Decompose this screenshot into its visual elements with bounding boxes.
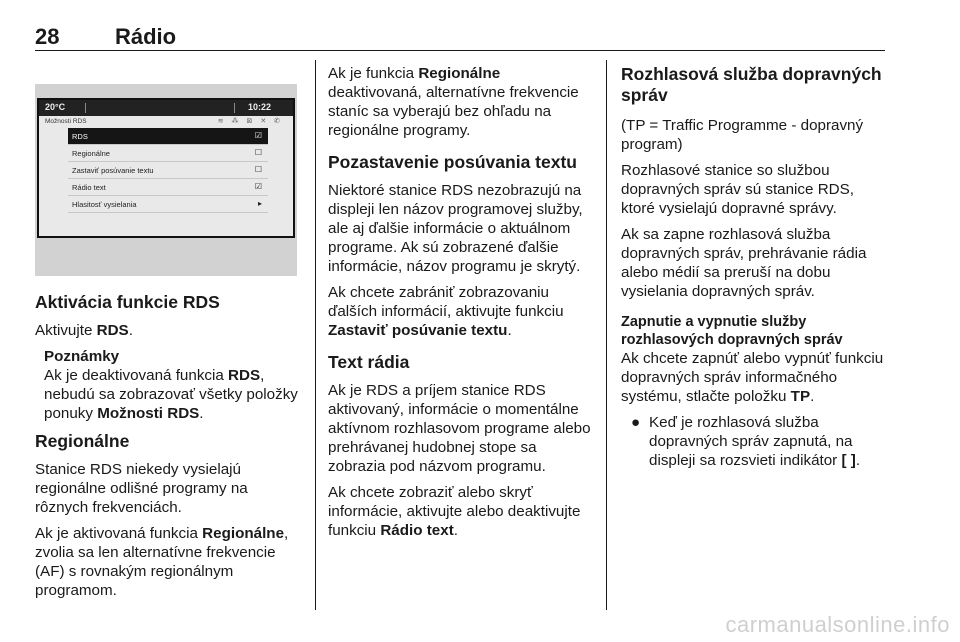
paragraph: Ak chcete zobraziť alebo skryť informácie, aktivujte alebo deaktivujte funkciu Rádio text. [328, 484, 581, 539]
paragraph: (TP = Traffic Programme - dopravný program) [621, 117, 864, 153]
screen-menu-title: Možnosti RDS [45, 118, 87, 125]
bullet-item: ● Keď je rozhlasová služba dopravných správ zapnutá, na displeji sa rozsvieti indikátor [ ]. [631, 414, 861, 469]
menu-item-rds[interactable]: RDS ☑ [68, 128, 268, 145]
infotainment-screen [37, 98, 295, 238]
checkbox-checked-icon[interactable]: ☑ [254, 182, 262, 191]
checkbox-unchecked-icon[interactable]: ☐ [254, 148, 262, 157]
watermark: carmanualsonline.info [725, 612, 950, 637]
screen-figure [35, 84, 297, 276]
screen-time: 10:22 [247, 102, 271, 112]
note-box [35, 347, 303, 423]
paragraph: Ak chcete zabrániť zobrazovaniu ďalších informácií, aktivujte funkciu Zastaviť posúvanie textu. [328, 284, 564, 339]
paragraph: Rozhlasové stanice so službou dopravných správ sú stanice RDS, ktoré vysielajú dopravné správy. [621, 162, 854, 217]
checkbox-checked-icon[interactable]: ☑ [254, 131, 262, 140]
column-divider-1 [315, 60, 316, 610]
chapter-title: Rádio [115, 24, 177, 49]
paragraph: Ak sa zapne rozhlasová služba dopravných správ, prehrávanie rádia alebo médií sa preruší na dobu vysielania dopravných správ. [621, 226, 867, 300]
menu-item-regional[interactable]: Regionálne ☐ [68, 145, 268, 162]
heading-radio-text: Text rádia [328, 352, 410, 372]
bullet-dot-icon: ● [631, 414, 641, 431]
paragraph: Ak je RDS a príjem stanice RDS aktivovaný, informácie o momentálne aktívnom rozhlasovom programe alebo prehrávanej hudobnej stope sa zobrazia pod názvom programu. [328, 382, 591, 475]
header-rule [35, 50, 885, 51]
heading-regional: Regionálne [35, 431, 130, 451]
status-separator [85, 103, 86, 113]
screen-temperature: 20°C [45, 102, 66, 112]
screen-body [39, 116, 293, 236]
heading-rds-activation: Aktivácia funkcie RDS [35, 292, 220, 312]
page-number: 28 [35, 24, 60, 49]
rds-options-menu [68, 128, 268, 213]
heading-traffic-programme: Rozhlasová služba dopravných správ [621, 64, 882, 105]
heading-stop-scroll: Pozastavenie posúvania textu [328, 152, 577, 172]
paragraph: Niektoré stanice RDS nezobrazujú na displeji len názov programovej služby, ale aj ďalšie informácie o aktuálnom programe. Ak sú zobrazené ďalšie informácie, názov programu je skrytý. [328, 182, 583, 275]
menu-item-radio-text[interactable]: Rádio text ☑ [68, 179, 268, 196]
column-3 [621, 64, 887, 477]
chevron-right-icon[interactable]: ▸ [257, 199, 262, 208]
column-2 [328, 64, 593, 547]
screen-status-icons: ≋ ⁂ ⊠ ✕ ✆ [217, 118, 283, 125]
note-text: Ak je deaktivovaná funkcia RDS, nebudú sa zobrazovať všetky položky ponuky Možnosti RDS. [44, 367, 298, 422]
note-title: Poznámky [44, 348, 120, 365]
status-separator [234, 103, 235, 113]
subheading-tp-on-off: Zapnutie a vypnutie služby rozhlasových dopravných správ [621, 314, 843, 348]
paragraph: Ak chcete zapnúť alebo vypnúť funkciu dopravných správ informačného systému, stlačte položku TP. [621, 350, 884, 405]
menu-item-stop-scroll[interactable]: Zastaviť posúvanie textu ☐ [68, 162, 268, 179]
checkbox-unchecked-icon[interactable]: ☐ [254, 165, 262, 174]
column-1 [35, 292, 303, 607]
paragraph: Ak je aktivovaná funkcia Regionálne, zvolia sa len alternatívne frekvencie (AF) s rovnakým regionálnym programom. [35, 525, 289, 599]
screen-status-bar [39, 100, 293, 116]
column-divider-2 [606, 60, 607, 610]
paragraph: Stanice RDS niekedy vysielajú regionálne odlišné programy na rôznych frekvenciách. [35, 461, 248, 516]
paragraph: Aktivujte RDS. [35, 322, 133, 339]
paragraph: Ak je funkcia Regionálne deaktivovaná, alternatívne frekvencie staníc sa vyberajú bez ohľadu na regionálne programy. [328, 65, 579, 139]
menu-item-broadcast-volume[interactable]: Hlasitosť vysielania ▸ [68, 196, 268, 213]
